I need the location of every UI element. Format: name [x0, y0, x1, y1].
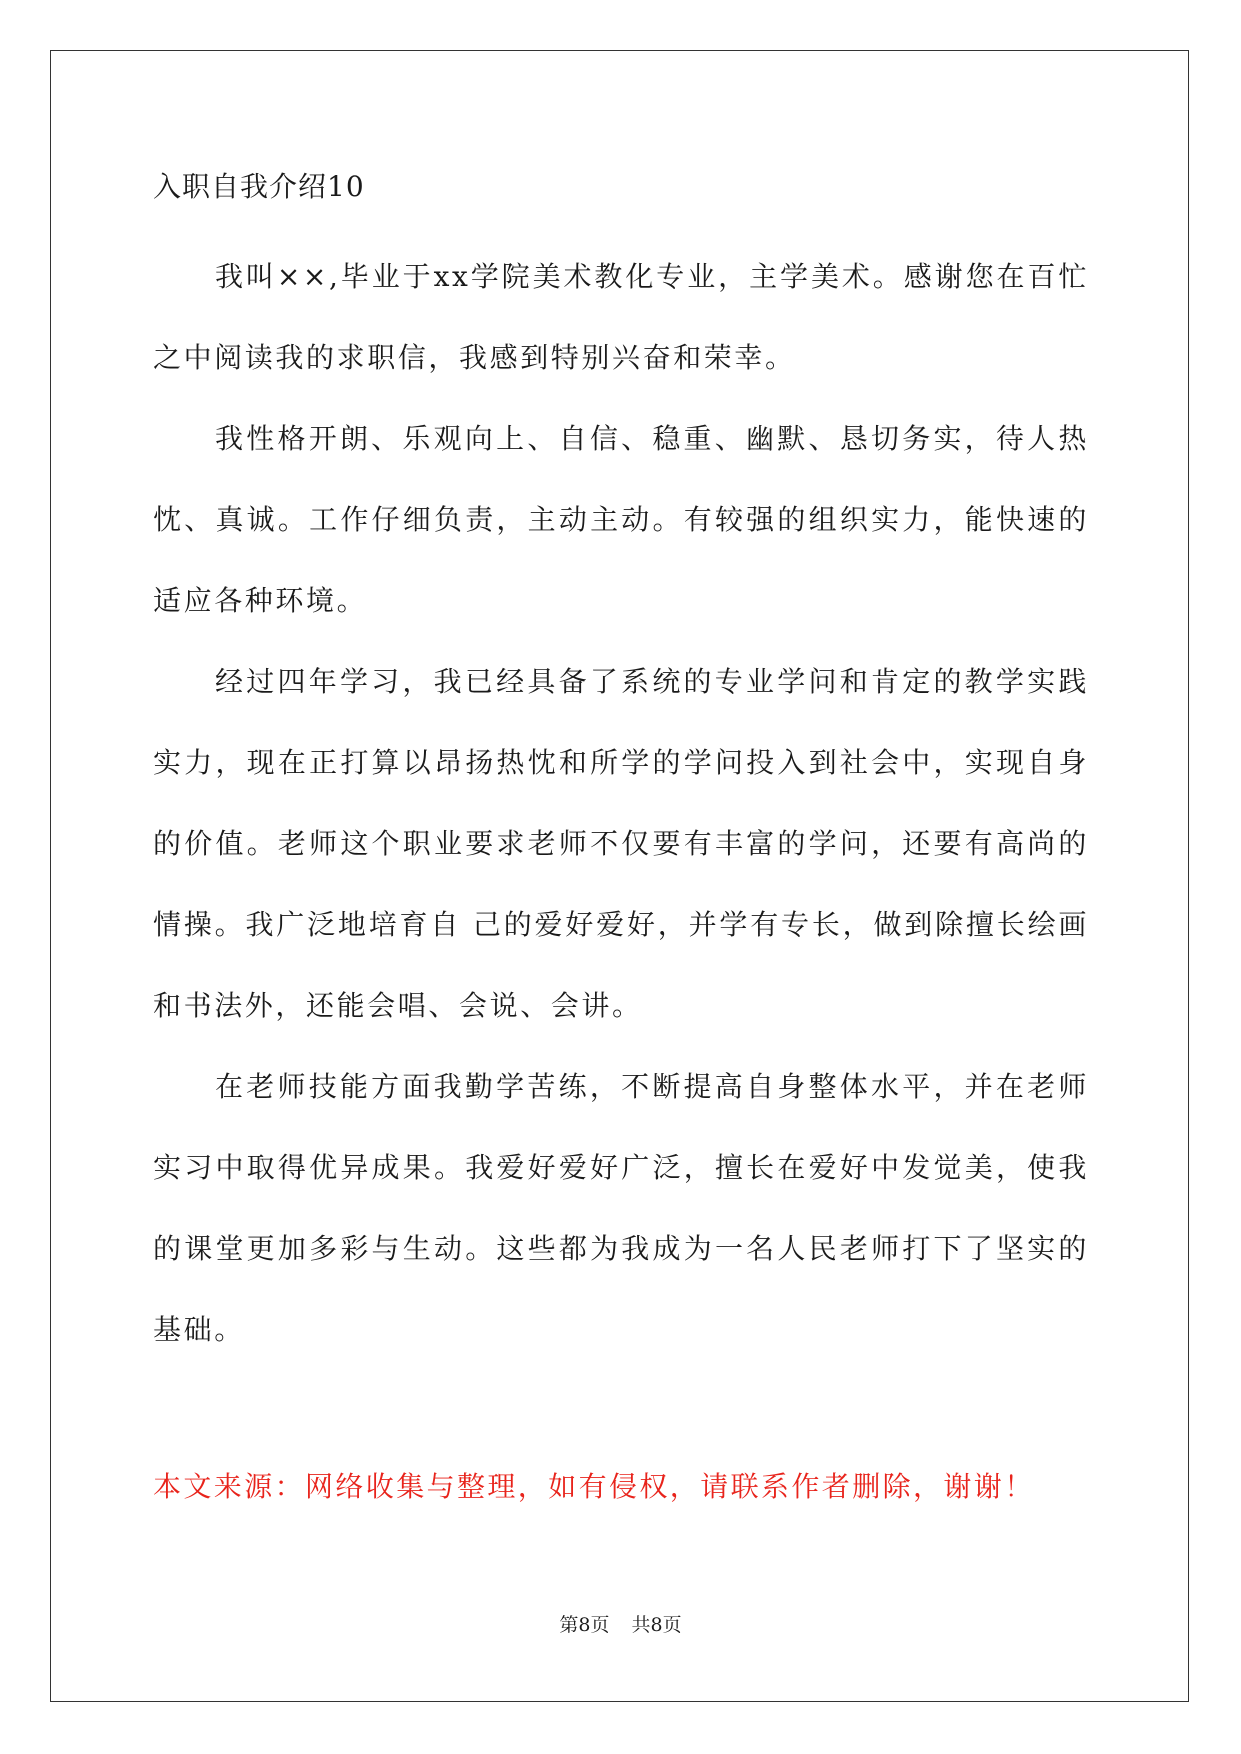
page-number-total: 共8页	[631, 1614, 682, 1636]
source-disclaimer: 本文来源：网络收集与整理，如有侵权，请联系作者删除，谢谢！	[153, 1470, 1035, 1503]
page-number-current: 第8页	[559, 1614, 610, 1636]
paragraph-1: 我叫××,毕业于xx学院美术教化专业，主学美术。感谢您在百忙之中阅读我的求职信，我感到特别兴奋和荣幸。	[153, 260, 1089, 374]
document-title: 入职自我介绍10	[153, 170, 365, 203]
paragraph-3: 经过四年学习，我已经具备了系统的专业学问和肯定的教学实践实力，现在正打算以昂扬热忱和所学的学问投入到社会中，实现自身的价值。老师这个职业要求老师不仅要有丰富的学问，还要有高尚的情操。我广泛地培育自 己的爱好爱好，并学有专长，做到除擅长绘画和书法外，还能会唱、会说、会讲。	[153, 665, 1089, 1022]
document-body	[153, 167, 1089, 1370]
paragraph-4: 在老师技能方面我勤学苦练，不断提高自身整体水平，并在老师实习中取得优异成果。我爱好爱好广泛，擅长在爱好中发觉美，使我的课堂更加多彩与生动。这些都为我成为一名人民老师打下了坚实的基础。	[153, 1070, 1089, 1346]
page-footer	[0, 1612, 1241, 1638]
paragraph-2: 我性格开朗、乐观向上、自信、稳重、幽默、恳切务实，待人热忱、真诚。工作仔细负责，主动主动。有较强的组织实力，能快速的适应各种环境。	[153, 422, 1089, 617]
